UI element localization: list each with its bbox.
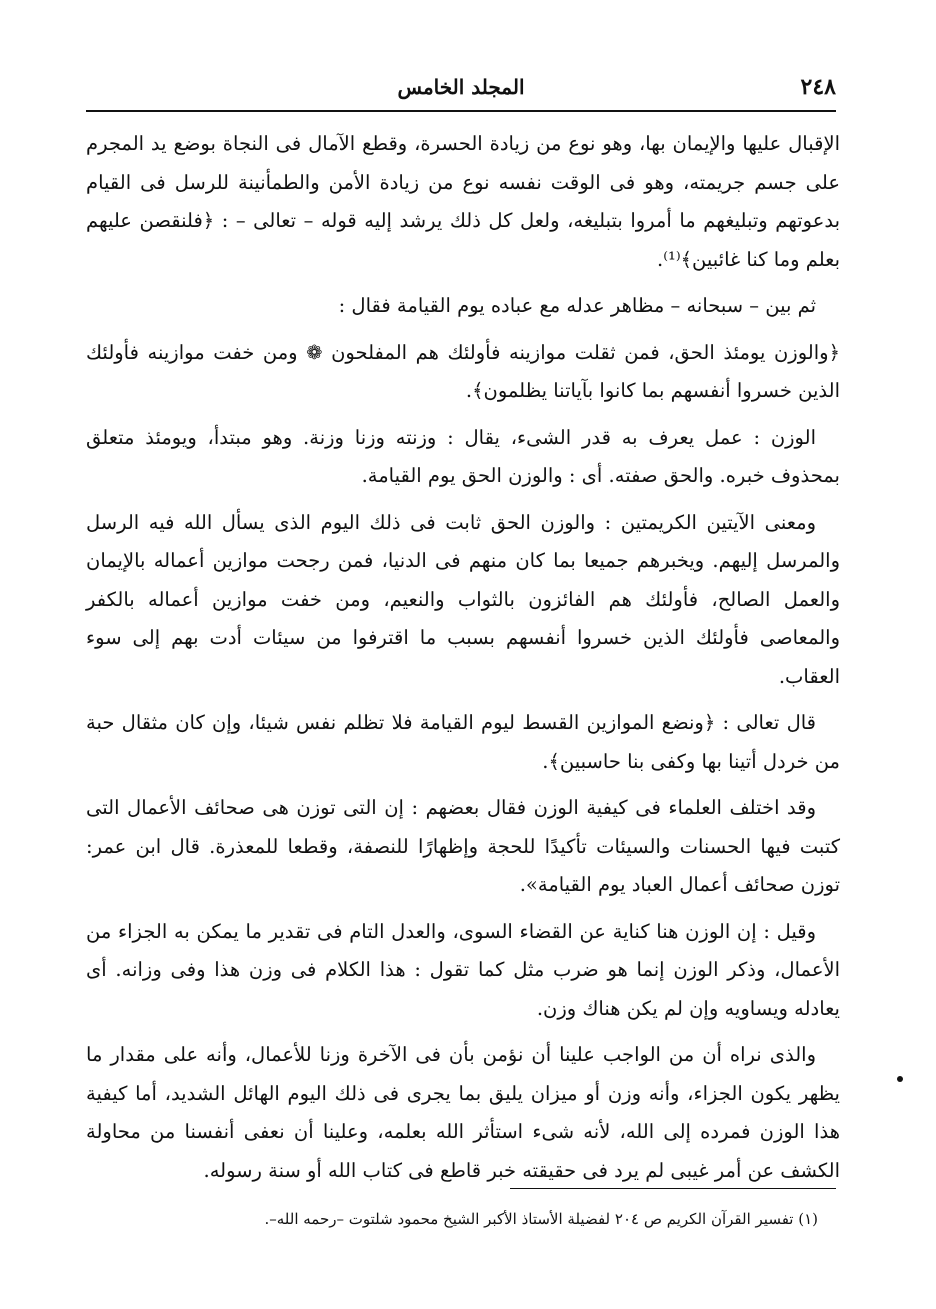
footnote-divider [510,1188,836,1189]
main-text [86,125,840,1198]
paragraph: الوزن : عمل يعرف به قدر الشىء، يقال : وزنته وزنا وزنة. وهو مبتدأ، ويومئذ متعلق بمحذوف خبره. والحق صفته. أى : والوزن الحق يوم القيامة. [86,425,840,487]
paragraph: ومعنى الآيتين الكريمتين : والوزن الحق ثابت فى ذلك اليوم الذى يسأل الله فيه الرسل والمرسل إليهم. ويخبرهم جميعا بما كان منهم فى الدنيا، فمن رجحت موازين أعماله بالإيمان والعمل الصالح، فأولئك هم الفائزون بالثواب والنعيم، ومن خفت موازين أعماله بالكفر والمعاصى فأولئك الذين خسروا أنفسهم بسبب ما اقترفوا من سيئات أدت بهم إلى سوء العقاب. [86,510,840,688]
header-divider [86,110,836,112]
paragraph: الإقبال عليها والإيمان بها، وهو نوع من زيادة الحسرة، وقطع الآمال فى النجاة بوضع يد المجرم على جسم جريمته، وهو فى الوقت نفسه نوع من زيادة الأمن والطمأنينة للرسل فى القيام بدعوتهم وتبليغهم ما أمروا بتبليغه، ولعل كل ذلك يرشد إليه قوله – تعالى – : ﴿فلنقصن عليهم بعلم وما كنا غائبين﴾⁽¹⁾. [86,132,840,271]
scan-speck [897,1076,903,1082]
paragraph: والذى نراه أن من الواجب علينا أن نؤمن بأن فى الآخرة وزنا للأعمال، وأنه على مقدار ما يظهر يكون الجزاء، وأنه وزن أو ميزان يليق بما يجرى فى ذلك اليوم الهائل الشديد، أما كيفية هذا الوزن فمرده إلى الله، لأنه شىء استأثر الله بعلمه، وعلينا أن نعفى أنفسنا من محاولة الكشف عن أمر غيبى لم يرد فى حقيقته خبر قاطع فى كتاب الله أو سنة رسوله. [86,1043,840,1182]
quran-verse: ﴿والوزن يومئذ الحق، فمن ثقلت موازينه فأولئك هم المفلحون ❁ ومن خفت موازينه فأولئك الذين خسروا أنفسهم بما كانوا بآياتنا يظلمون﴾. [86,340,840,402]
paragraph: قال تعالى : ﴿ونضع الموازين القسط ليوم القيامة فلا تظلم نفس شيئا، وإن كان مثقال حبة من خردل أتينا بها وكفى بنا حاسبين﴾. [86,711,840,773]
paragraph: وقد اختلف العلماء فى كيفية الوزن فقال بعضهم : إن التى توزن هى صحائف الأعمال التى كتبت فيها الحسنات والسيئات تأكيدًا للحجة وإظهارًا للنصفة، وقطعا للمعذرة. قال ابن عمر: توزن صحائف أعمال العباد يوم القيامة». [86,796,840,896]
paragraph: ثم بين – سبحانه – مظاهر عدله مع عباده يوم القيامة فقال : [338,294,816,317]
page-header [86,70,836,104]
running-title: المجلد الخامس [397,75,525,99]
paragraph: وقيل : إن الوزن هنا كناية عن القضاء السوى، والعدل التام فى تقدير ما يمكن به الجزاء من الأعمال، وذكر الوزن إنما هو ضرب مثل كما تقول : هذا الكلام فى وزن هذا وفى وزانه. أى يعادله ويساويه وإن لم يكن هناك وزن. [86,919,840,1020]
footnote: (١) تفسير القرآن الكريم ص ٢٠٤ لفضيلة الأستاذ الأكبر الشيخ محمود شلتوت –رحمه الله–. [264,1210,818,1228]
page-number: ٢٤٨ [800,74,836,100]
